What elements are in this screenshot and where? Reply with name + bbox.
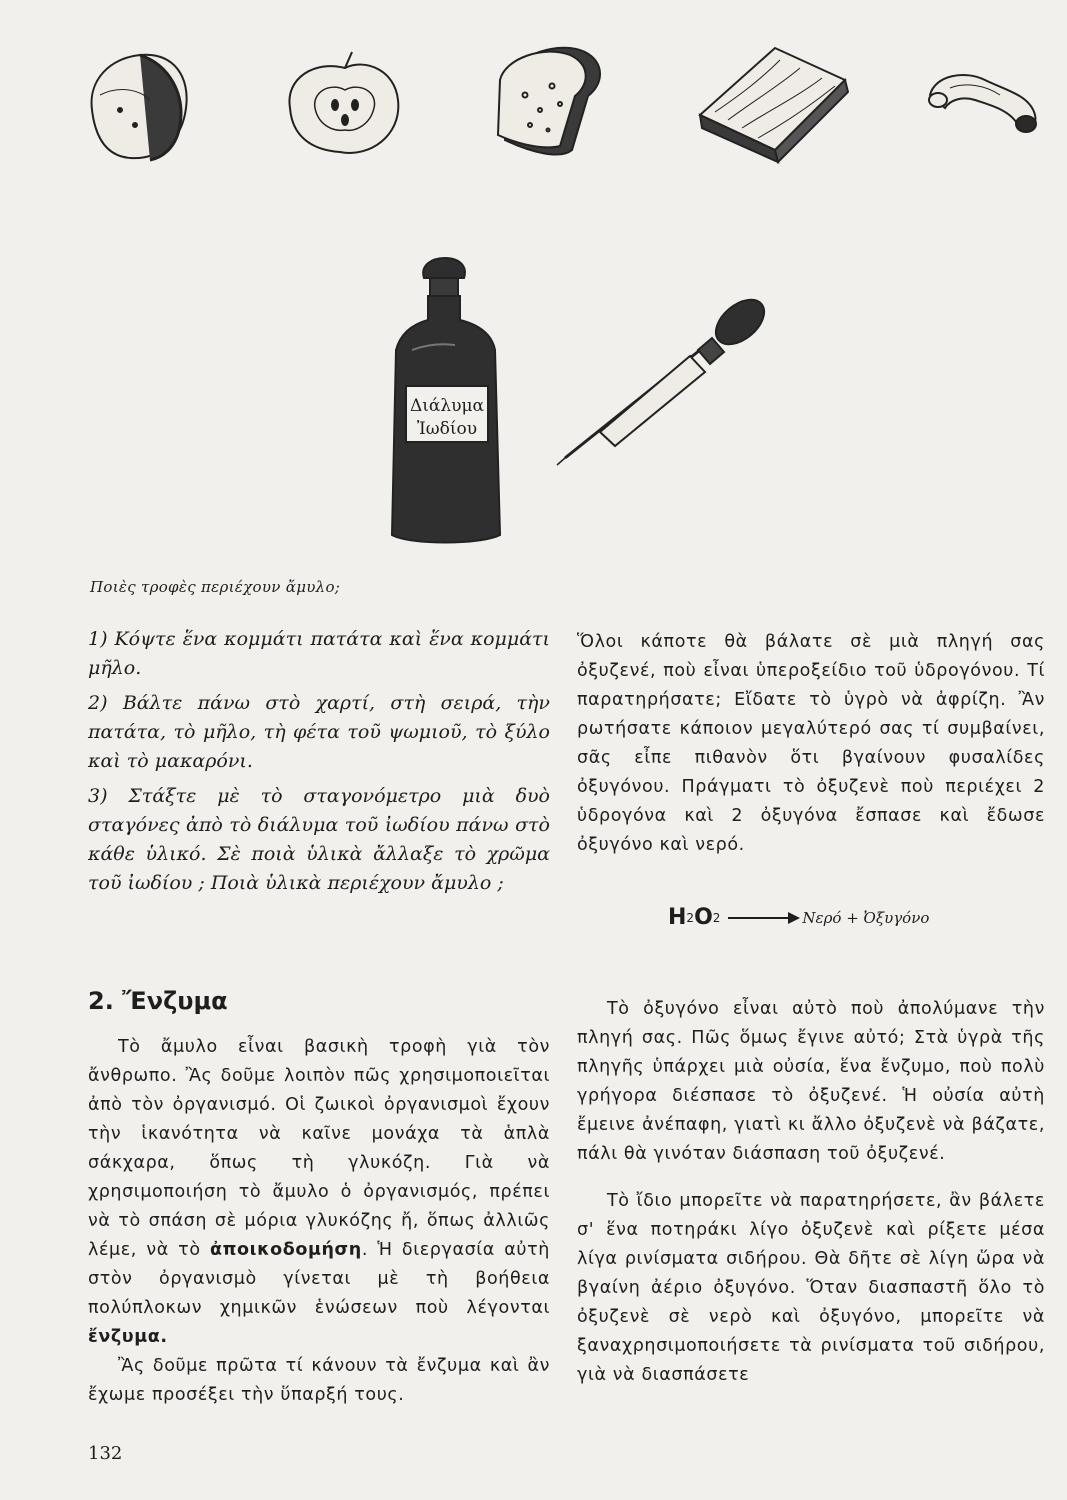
macaroni-icon: [929, 75, 1036, 132]
left-column-body: [88, 1033, 550, 1410]
experiment-illustration: [0, 0, 1067, 580]
paragraph: [88, 1033, 550, 1352]
paragraph: Ἂς δοῦμε πρῶτα τί κάνουν τὰ ἔνζυμα καὶ ἂν ἔχωμε προσέξει τὴν ὕπαρξή τους.: [88, 1356, 550, 1405]
bottle-label-line1: Διάλυμα: [409, 396, 485, 416]
wood-block-icon: [700, 48, 848, 162]
paragraph: Ὅλοι κάποτε θὰ βάλατε σὲ μιὰ πληγή σας ὀξυζενέ, ποὺ εἶναι ὑπεροξείδιο τοῦ ὑδρογόνου. Τί παρατηρήσατε; Εἴδατε τὸ ὑγρὸ νὰ ἀφρίζη. Ἂν ρωτήσατε κάποιον μεγαλύτερό σας τί συμβαίνει, σᾶς εἶπε πιθανὸν ὅτι βγαίνουν φυσαλίδες ὀξυγόνου. Πράγματι τὸ ὀξυζενὲ ποὺ περιέχει 2 ὑδρογόνα καὶ 2 ὀξυγόνα ἔσπασε καὶ ἔδωσε ὀξυγόνο καὶ νερό.: [577, 632, 1045, 855]
page-number: 132: [88, 1443, 123, 1464]
reaction-arrow-icon: [728, 917, 798, 919]
formula-o-subscript: 2: [712, 910, 721, 925]
experiment-step: 2) Βάλτε πάνω στὸ χαρτί, στὴ σειρά, τὴν πατάτα, τὸ μῆλο, τὴ φέτα τοῦ ψωμιοῦ, τὸ ξύλο καὶ τὸ μακαρόνι.: [88, 692, 550, 772]
dropper-icon: [557, 291, 772, 465]
text-run: . Ἡ διεργασία αὐτὴ στὸν ὀργανισμὸ γίνεται μὲ τὴ βοήθεια πολύπλοκων χημικῶν ἑνώσεων ποὺ λέγονται: [88, 1240, 550, 1318]
paragraph: Τὸ ὀξυγόνο εἶναι αὐτὸ ποὺ ἀπολύμανε τὴν πληγή σας. Πῶς ὅμως ἔγινε αὐτό; Στὰ ὑγρὰ τῆς πληγῆς ὑπάρχει μιὰ οὐσία, ἕνα ἔνζυμο, ποὺ πολὺ γρήγορα διέσπασε τὸ ὀξυζενέ. Ἡ οὐσία αὐτὴ ἔμεινε ἀνέπαφη, γιατὶ κι ἄλλο ὀξυζενὲ νὰ βάζατε, πάλι θὰ γινόταν διάσπαση τοῦ ὀξυζενέ.: [577, 999, 1045, 1164]
formula-h-subscript: 2: [686, 910, 695, 925]
formula-h: H: [668, 905, 687, 930]
potato-icon: [92, 55, 187, 160]
right-column-intro: [577, 628, 1045, 860]
chemical-equation: [668, 905, 929, 930]
term-bold: ἀποικοδομήση: [209, 1240, 362, 1260]
right-column-body: [577, 995, 1045, 1390]
bottle-label-line2: Ἰωδίου: [416, 419, 478, 439]
experiment-question: Ποιὲς τροφὲς περιέχουν ἄμυλο;: [90, 578, 341, 596]
experiment-step: 3) Στάξτε μὲ τὸ σταγονόμετρο μιὰ δυὸ σταγόνες ἀπὸ τὸ διάλυμα τοῦ ἰωδίου πάνω στὸ κάθε ὑλικό. Σὲ ποιὰ ὑλικὰ ἄλλαξε τὸ χρῶμα τοῦ ἰωδίου ; Ποιὰ ὑλικὰ περιέχουν ἄμυλο ;: [88, 785, 550, 894]
formula-products: Νερό + Ὀξυγόνο: [802, 908, 930, 927]
apple-icon: [289, 52, 398, 153]
text-run: Τὸ ἄμυλο εἶναι βασικὴ τροφὴ γιὰ τὸν ἄνθρωπο. Ἂς δοῦμε λοιπὸν πῶς χρησιμοποιεῖται ἀπὸ τὸν ὀργανισμό. Οἱ ζωικοὶ ὀργανισμοὶ ἔχουν τὴν ἱκανότητα νὰ καῖνε μονάχα τὰ ἁπλὰ σάκχαρα, ὅπως τὴ γλυκόζη. Γιὰ νὰ χρησιμοποιήση τὸ ἄμυλο ὁ ὀργανισμός, πρέπει νὰ τὸ σπάση σὲ μόρια γλυκόζης ἤ, ὅπως ἀλλιῶς λέμε, νὰ τὸ: [88, 1037, 550, 1260]
term-bold: ἔνζυμα.: [88, 1327, 168, 1347]
paragraph: Τὸ ἴδιο μπορεῖτε νὰ παρατηρήσετε, ἂν βάλετε σ' ἕνα ποτηράκι λίγο ὀξυζενὲ καὶ ρίξετε μέσα λίγα ρινίσματα σιδήρου. Θὰ δῆτε σὲ λίγη ὥρα νὰ βγαίνη ἀέριο ὀξυγόνο. Ὅταν διασπαστῆ ὅλο τὸ ὀξυζενὲ σὲ νερὸ καὶ ὀξυγόνο, μπορεῖτε νὰ ξαναχρησιμοποιήσετε τὰ ρινίσματα τοῦ σιδήρου, γιὰ νὰ διασπάσετε: [577, 1191, 1045, 1385]
experiment-steps: [88, 625, 550, 904]
section-heading: 2. Ἔνζυμα: [88, 987, 228, 1015]
experiment-step: 1) Κόψτε ἕνα κομμάτι πατάτα καὶ ἕνα κομμάτι μῆλο.: [88, 628, 550, 679]
formula-o: O: [694, 905, 713, 930]
bread-slice-icon: [498, 48, 600, 155]
